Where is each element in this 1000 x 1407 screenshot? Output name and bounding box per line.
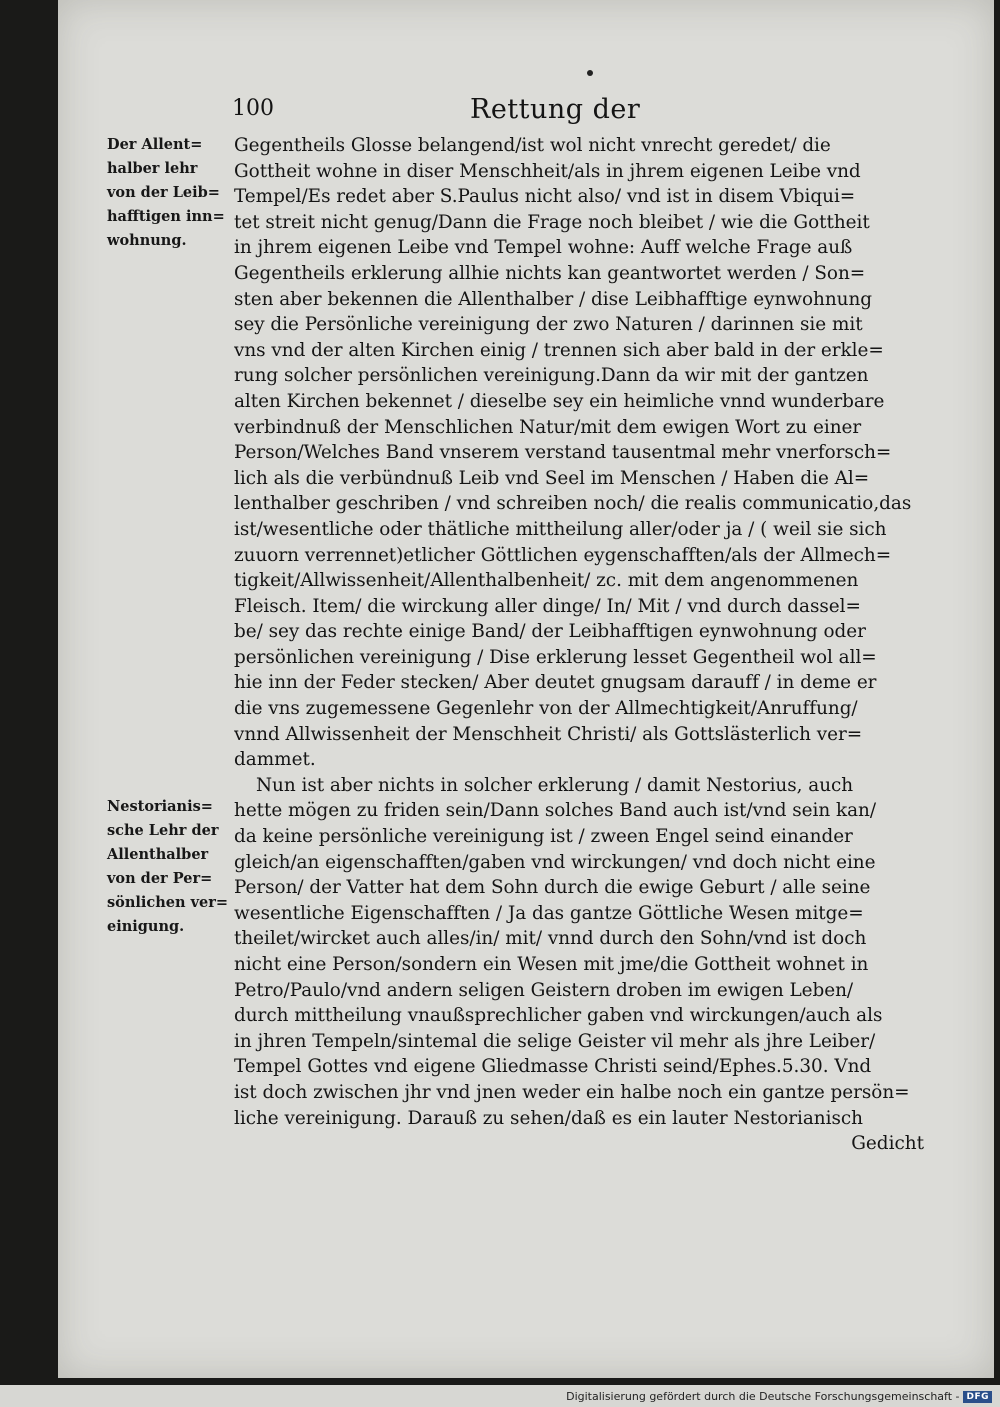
body-line: hie inn der Feder stecken/ Aber deutet gnugsam darauff / in deme er [234,672,877,694]
body-line: nicht eine Person/sondern ein Wesen mit jme/die Gottheit wohnet in [234,954,869,975]
body-line: tigkeit/Allwissenheit/Allenthalbenheit/ zc. mit dem angenommenen [234,570,859,592]
margin-note-1 [107,133,232,253]
margin-note-line: hafftigen inn= [107,208,225,225]
body-line: vnnd Allwissenheit der Menschheit Christi/ als Gottslästerlich ver= [234,723,863,745]
ink-dot [587,70,593,76]
margin-note-line: sönlichen ver= [107,894,229,911]
margin-note-line: von der Leib= [107,184,220,201]
body-line: gleich/an eigenschafften/gaben vnd wirckungen/ vnd doch nicht eine [234,851,876,873]
body-line: in jhren Tempeln/sintemal die selige Geister vil mehr als jhre Leiber/ [234,1030,876,1052]
body-line: durch mittheilung vnaußsprechlicher gaben vnd wirckungen/auch als [234,1005,883,1027]
margin-note-line: Allenthalber [107,846,209,863]
margin-note-line: sche Lehr der [107,822,219,839]
body-line: be/ sey das rechte einige Band/ der Leibhafftigen eynwohnung oder [234,621,866,643]
body-line: die vns zugemessene Gegenlehr von der Allmechtigkeit/Anruffung/ [234,698,858,720]
dfg-logo: DFG [963,1391,992,1403]
margin-note-line: wohnung. [107,232,187,249]
body-text [234,133,924,1157]
body-line: liche vereinigung. Darauß zu sehen/daß es ein lauter Nestorianisch [234,1107,863,1129]
running-head: Rettung der [470,94,641,125]
body-line: Tempel/Es redet aber S.Paulus nicht also/ vnd ist in disem Vbiqui= [234,186,856,208]
body-line: Person/Welches Band vnserem verstand tausentmal mehr vnerforsch= [234,442,892,464]
body-line: Person/ der Vatter hat dem Sohn durch die ewige Geburt / alle seine [234,877,871,899]
body-line: lenthalber geschriben / vnd schreiben noch/ die realis communicatio,das [234,493,912,515]
body-line: tet streit nicht genug/Dann die Frage noch bleibet / wie die Gottheit [234,211,870,233]
body-line: Gedicht [851,1133,924,1155]
body-line: ist/wesentliche oder thätliche mittheilung aller/oder ja / ( weil sie sich [234,518,887,540]
body-line: lich als die verbündnuß Leib vnd Seel im Menschen / Haben die Al= [234,467,870,489]
margin-note-line: Nestorianis= [107,798,213,815]
body-line: wesentliche Eigenschafften / Ja das gantze Göttliche Wesen mitge= [234,902,864,924]
body-line: alten Kirchen bekennet / dieselbe sey ein heimliche vnnd wunderbare [234,390,885,412]
body-line: rung solcher persönlichen vereinigung.Dann da wir mit der gantzen [234,365,869,387]
body-line: hette mögen zu friden sein/Dann solches Band auch ist/vnd sein kan/ [234,800,877,822]
body-line: verbindnuß der Menschlichen Natur/mit dem ewigen Wort zu einer [234,416,862,438]
body-line: Nun ist aber nichts in solcher erklerung / damit Nestorius, auch [256,774,854,796]
margin-note-2 [107,795,232,939]
margin-note-line: halber lehr [107,160,198,177]
body-line: Gottheit wohne in diser Menschheit/als in jhrem eigenen Leibe vnd [234,160,861,182]
body-line: dammet. [234,749,316,771]
body-line: Petro/Paulo/vnd andern seligen Geistern droben im ewigen Leben/ [234,979,854,1001]
body-line: theilet/wircket auch alles/in/ mit/ vnnd durch den Sohn/vnd ist doch [234,928,867,950]
margin-note-line: Der Allent= [107,136,203,153]
body-line: in jhrem eigenen Leibe vnd Tempel wohne: Auff welche Frage auß [234,237,853,259]
body-line: Fleisch. Item/ die wirckung aller dinge/ In/ Mit / vnd durch dassel= [234,595,861,617]
body-line: Tempel Gottes vnd eigene Gliedmasse Christi seind/Ephes.5.30. Vnd [234,1056,872,1078]
body-line: zuuorn verrennet)etlicher Göttlichen eygenschafften/als der Allmech= [234,544,892,566]
body-line: Gegentheils erklerung allhie nichts kan geantwortet werden / Son= [234,262,866,284]
body-line: sey die Persönliche vereinigung der zwo Naturen / darinnen sie mit [234,314,863,336]
body-line: da keine persönliche vereinigung ist / zween Engel seind einander [234,826,853,848]
folio-number: 100 [232,96,274,121]
body-line: persönlichen vereinigung / Dise erklerung lesset Gegentheil wol all= [234,646,877,668]
margin-note-line: von der Per= [107,870,213,887]
body-line: vns vnd der alten Kirchen einig / trennen sich aber bald in der erkle= [234,339,884,361]
body-line: Gegentheils Glosse belangend/ist wol nicht vnrecht geredet/ die [234,135,831,156]
margin-note-line: einigung. [107,918,185,935]
body-line: sten aber bekennen die Allenthalber / dise Leibhafftige eynwohnung [234,288,873,310]
footer-credit [566,1390,992,1403]
footer-credit-text: Digitalisierung gefördert durch die Deutsche Forschungsgemeinschaft - [566,1390,960,1403]
body-line: ist doch zwischen jhr vnd jnen weder ein halbe noch ein gantze persön= [234,1081,910,1103]
